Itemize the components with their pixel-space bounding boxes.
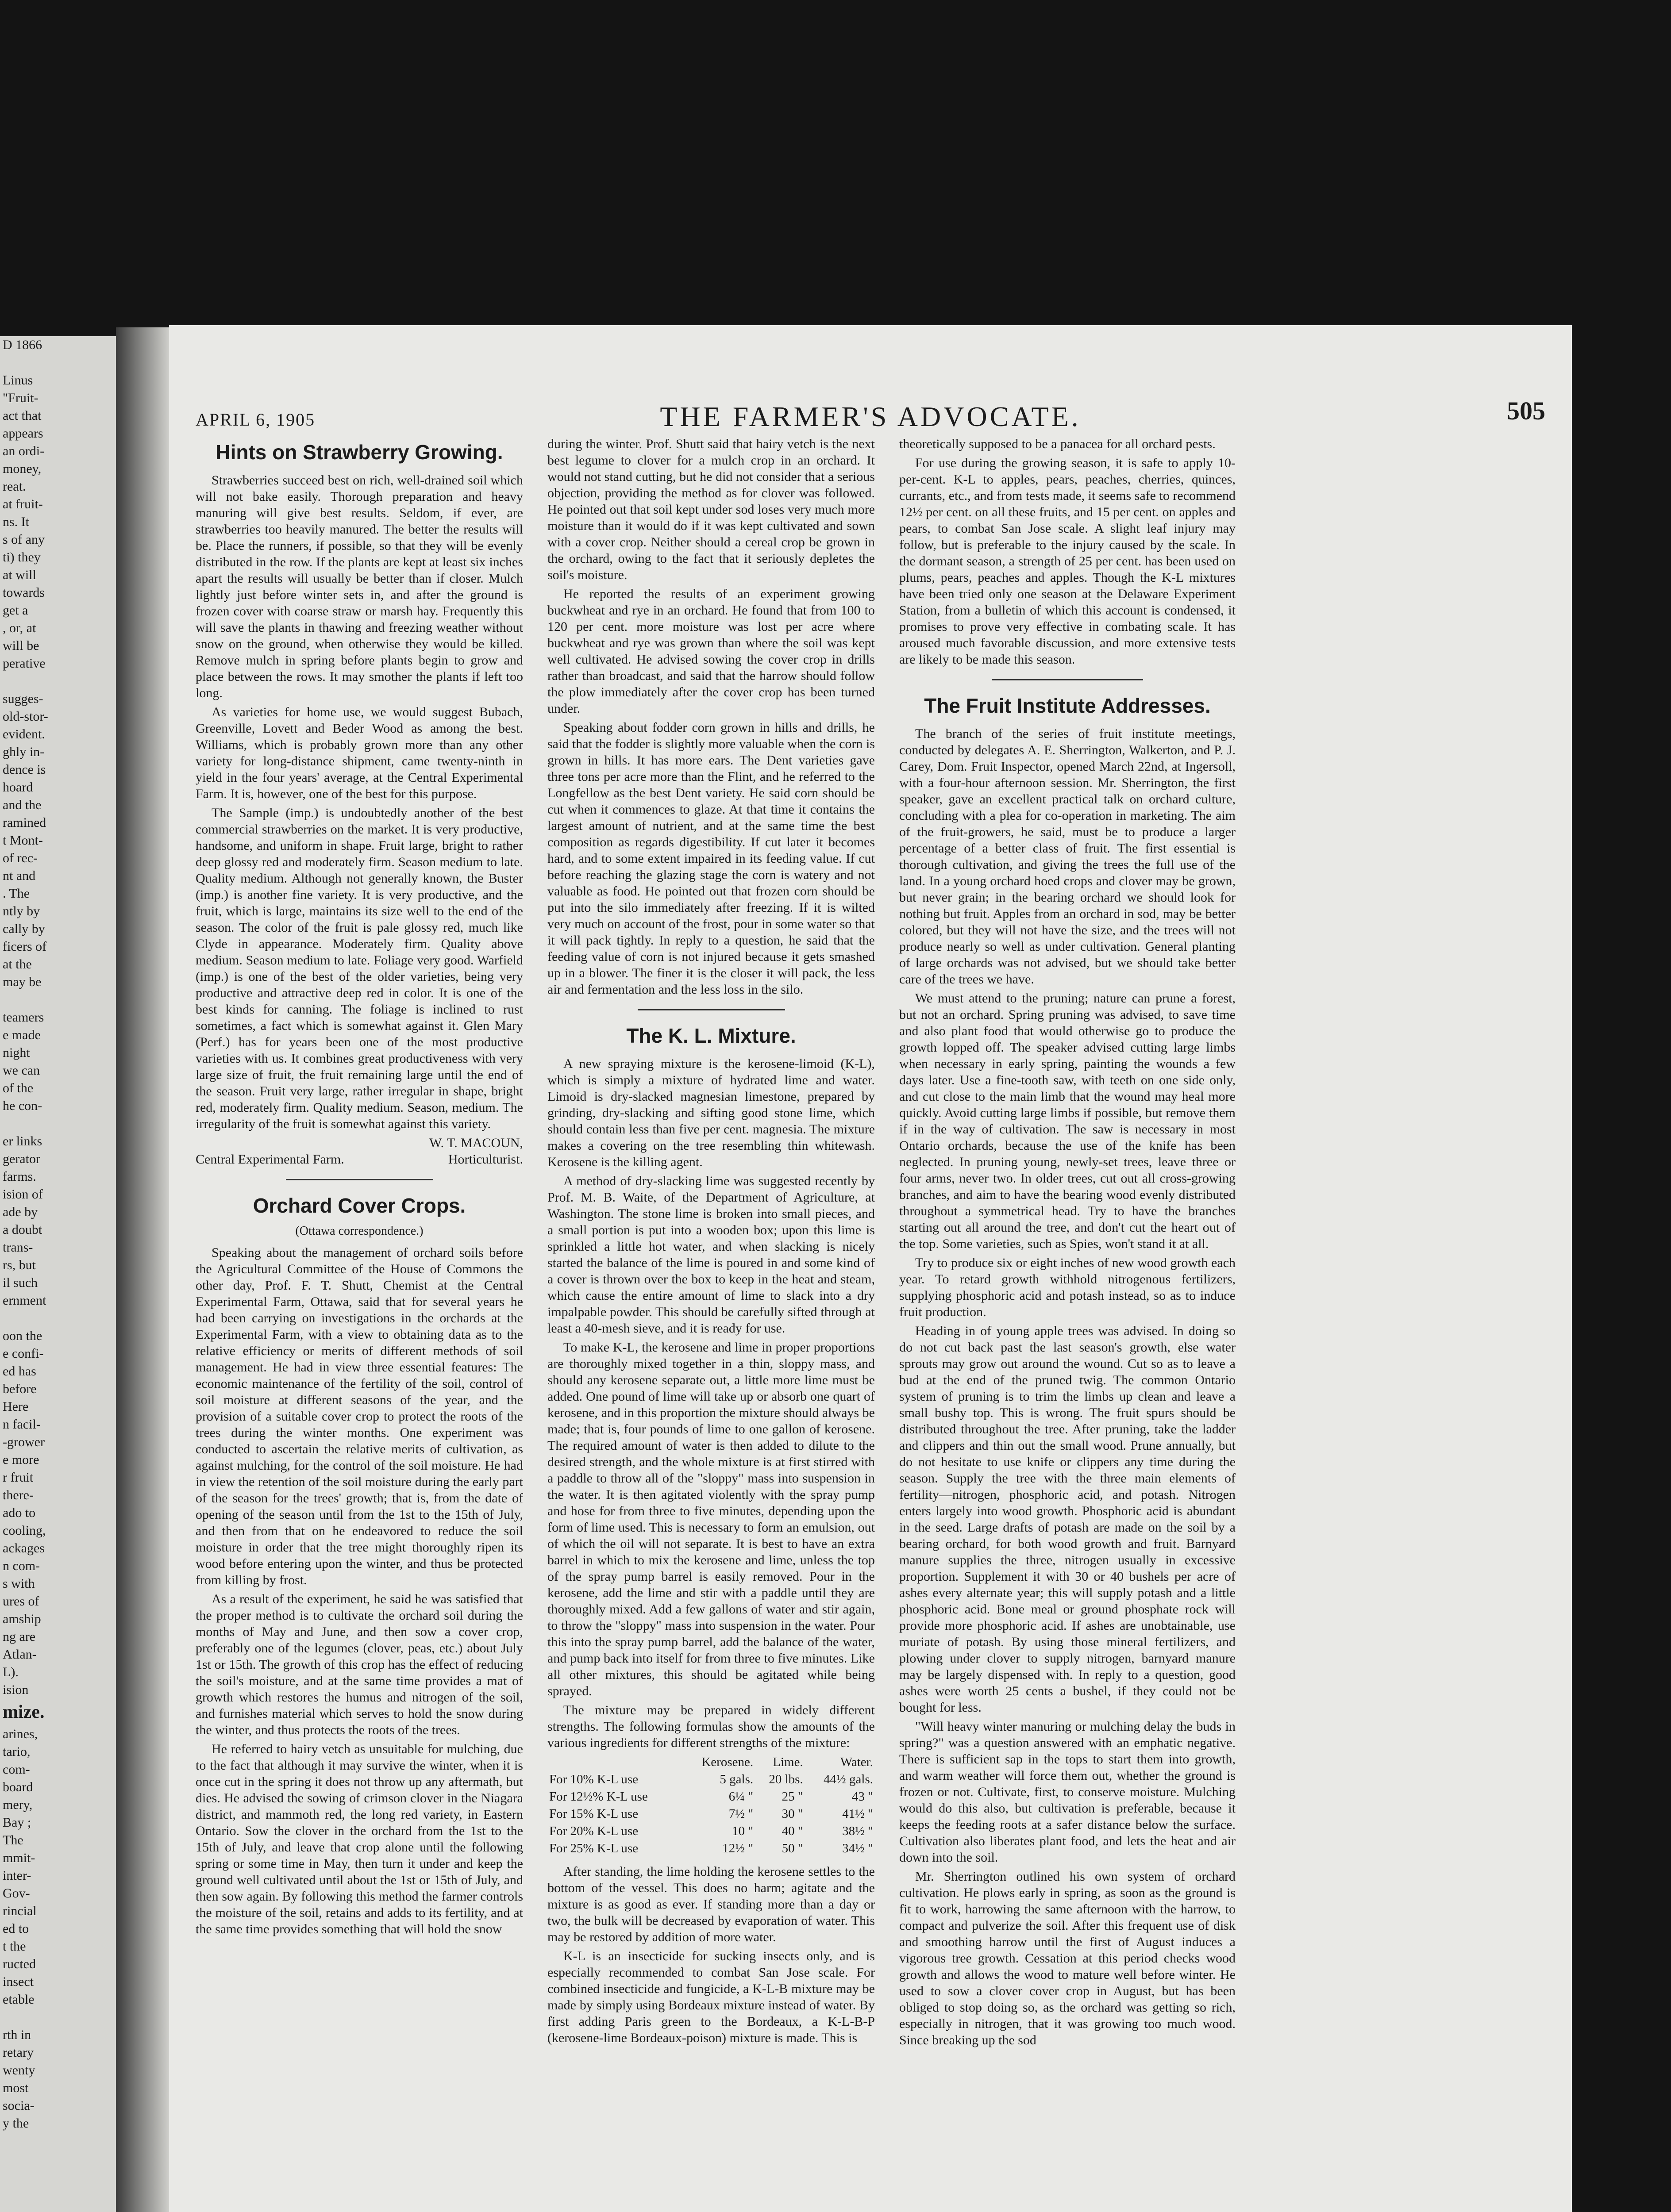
table-cell: 25 " (782, 1790, 803, 1804)
table-row (547, 1840, 875, 1857)
table-cell: 7½ " (728, 1807, 754, 1821)
text-fragment: s of any (3, 532, 45, 547)
text-fragment: night (3, 1045, 30, 1060)
table-header-cell (547, 1754, 682, 1771)
text-fragment: L). (3, 1665, 19, 1679)
paragraph: He referred to hairy vetch as unsuitable for mulching, due to the fact that although it may survive the winter, when it is once cut in the spring it does not throw up any aftermath, but dies. He advised the sowing of crimson clover in the Niagara district, and mammoth red, the long red variety, in Eastern Ontario. Sow the clover in the orchard from the 1st to the 15th of July, and leave that crop alone until the following spring or some time in May, then turn it under and keep the ground well cultivated until about the 1st or 15th of July, and then sow again. By following this method the farmer controls the moisture of the soil, retains and adds to its fertility, and at the same time provides something that will hold the snow (196, 1742, 523, 1936)
text-fragment (0, 991, 116, 1009)
column-1 (196, 436, 523, 2212)
text-fragment: ructed (3, 1957, 36, 1971)
signature-line (196, 1151, 523, 1167)
text-fragment: appears (3, 426, 43, 441)
text-fragment: ade by (3, 1205, 38, 1219)
table-cell: 10 " (732, 1824, 754, 1838)
text-fragment: teamers (3, 1010, 44, 1025)
table-row (547, 1805, 875, 1823)
text-fragment: of rec- (3, 851, 38, 865)
table-row (547, 1771, 875, 1788)
text-fragment: sugges- (3, 691, 43, 706)
text-fragment: il such (3, 1275, 38, 1290)
table-cell: 44½ gals. (824, 1772, 873, 1786)
text-fragment: ernment (3, 1293, 46, 1308)
text-fragment: and the (3, 798, 42, 812)
text-fragment: "Fruit- (3, 391, 39, 405)
paragraph: "Will heavy winter manuring or mulching delay the buds in spring?" was a question answered with an emphatic negative. There is sufficient sap in the tops to start them into growth, and warm weather will force them out, whether the ground is frozen or not. Cultivate, first, to conserve moisture. Mulching would do this also, but cultivation is preferable, because it keeps the feeding roots at a safer distance below the surface. Cultivation also liberates plant food, and lets the heat and air down into the soil. (899, 1719, 1236, 1865)
article-heading-kl-mixture: The K. L. Mixture. (626, 1024, 796, 1047)
text-fragment: , or, at (3, 621, 36, 635)
table-cell: 38½ " (842, 1824, 873, 1838)
text-fragment: most (3, 2081, 29, 2095)
text-fragment: rincial (3, 1904, 37, 1918)
paragraph: After standing, the lime holding the kerosene settles to the bottom of the vessel. This does no harm; agitate and the mixture is as good as ever. If standing more than a day or two, the bulk will be decreased by evaporation of water. This may be restored by addition of more water. (547, 1864, 875, 1944)
text-fragment: ackages (3, 1541, 45, 1555)
cover-crops-continuation (547, 436, 875, 998)
text-fragment (0, 672, 116, 690)
divider (286, 1179, 433, 1180)
article-heading-fruit-institute: The Fruit Institute Addresses. (924, 694, 1211, 717)
text-fragment: arines, (3, 1727, 38, 1741)
adjacent-page-strip (0, 336, 116, 2212)
text-fragment: at the (3, 957, 32, 972)
table-cell: 50 " (782, 1841, 803, 1855)
article-heading-cover-crops: Orchard Cover Crops. (253, 1194, 466, 1217)
text-fragment: mery, (3, 1797, 33, 1812)
table-row (547, 1823, 875, 1840)
text-fragment: Here (3, 1399, 29, 1414)
text-fragment: e confi- (3, 1346, 44, 1361)
paragraph: The mixture may be prepared in widely different strengths. The following formulas show the amounts of the various ingredients for different strengths of the mixture: (547, 1703, 875, 1750)
text-fragment: ng are (3, 1629, 36, 1644)
masthead (196, 392, 1545, 436)
paragraph: A new spraying mixture is the kerosene-limoid (K-L), which is simply a mixture of hydrated lime and water. Limoid is dry-slacked magnesian limestone, prepared by grinding, dry-slacking and sifting good stone lime, which should contain less than five per cent. magnesia. The mixture makes a covering on the tree resembling thin whitewash. Kerosene is the killing agent. (547, 1056, 875, 1169)
text-fragment: cally by (3, 922, 45, 936)
text-fragment: perative (3, 656, 46, 671)
table-cell: 41½ " (842, 1807, 873, 1821)
table-cell: For 25% K-L use (549, 1841, 639, 1855)
text-fragment: rs, but (3, 1258, 36, 1272)
paragraph: For use during the growing season, it is safe to apply 10-per-cent. K-L to apples, pears, peaches, cherries, quinces, currants, etc., and from tests made, it seems safe to recommend 12½ per cent. on all these fruits, and 15 per cent. on apples and pears, to combat San Jose scale. A slight leaf injury may follow, but is preferable to the injury caused by the scale. In the dormant season, a strength of 25 per cent. has been used on plums, pears, peaches and apples. Though the K-L mixtures have been tried only one season at the Delaware Experiment Station, from a bulletin of which this account is condensed, it promises to prove very effective in combating scale. It has aroused much favorable discussion, and more extensive tests are likely to be made this season. (899, 456, 1236, 667)
paragraph: Heading in of young apple trees was advised. In doing so do not cut back past the last season's growth, else water sprouts may grow out around the wound. Cut so as to leave a bud at the end of the pruned twig. The common Ontario system of pruning is to trim the limbs up clean and leave a small bushy top. This is wrong. The fruit spurs should be distributed throughout the tree. After pruning, take the ladder and clippers and thin out the small wood. Prune annually, but do not hesitate to use knife or clippers any time during the season. Supply the tree with the three main elements of fertility—nitrogen, phosphoric acid, and potash. Nitrogen enters largely into wood growth. Phosphoric acid is abundant in the seed. Large drafts of potash are made on the soil by a bearing orchard, for both wood growth and fruit. Barnyard manure supplies the three, nitrogen usually in excessive proportion. Supplement it with 30 or 40 bushels per acre of ashes every alternate year; this will supply potash and a little phosphoric acid. Bone meal or ground phosphate rock will provide more phosphoric acid. If ashes are unobtainable, use muriate of potash. By using those mineral fertilizers, and plowing under clover to supply nitrogen, barnyard manure may be largely dispensed with. In reply to a question, good ashes were worth 25 cents a bushel, if they could not be bought for less. (899, 1324, 1236, 1715)
mixture-formula-table (547, 1754, 875, 1857)
text-fragment: t Mont- (3, 833, 43, 848)
table-header-cell: Water. (840, 1755, 873, 1769)
text-fragment: at will (3, 568, 36, 582)
kl-mixture-article-body (547, 1056, 875, 1751)
text-fragment: t the (3, 1939, 26, 1954)
paragraph: Speaking about fodder corn grown in hills and drills, he said that the fodder is slightly more valuable when the corn is grown in hills. It has more ears. The Dent varieties gave three tons per acre more than the Flint, and he referred to the Longfellow as the best Dent variety. He said corn should be cut when it commences to glaze. At that time it contains the largest amount of nutrient, and at the same time the best composition as regards digestibility. If cut later it becomes hard, and to some extent impaired in its feeding value. If cut before reaching the glazing stage the corn is watery and not valuable as food. He pointed out that frozen corn should be put into the silo immediately after freezing. If it is wilted very much on account of the frost, pour in some water so that it will pack tightly. In reply to a question, he said that the feeding value of corn is not injured because it gets smashed up in a blower. The finer it is the closer it will pack, the less air and fermentation and the less loss in the silo. (547, 720, 875, 997)
paragraph: Speaking about the management of orchard soils before the Agricultural Committee of the House of Commons the other day, Prof. F. T. Shutt, Chemist at the Central Experimental Farm, Ottawa, said that for several years he had been carrying on investigations in the orchards at the Experimental Farm, with a view to obtaining data as to the relative efficiency or merits of different methods of soil management. He had in view three essential features: The economic maintenance of the fertility of the soil, control of soil moisture at different seasons of the year, and the provision of a suitable cover crop to protect the roots of the trees during the winter months. One experiment was conducted to ascertain the relative merits of cultivation, as against mulching, for the control of the soil moisture. He had in view the retention of the soil moisture during the early part of the season for the trees' growth; that is, from the date of opening of the season until from the 1st to the 15th of July, and then from that on he endeavored to reduce the soil moisture in order that the tree might thoroughly ripen its wood before entering upon the winter, and thus be protected from killing by frost. (196, 1245, 523, 1587)
divider (638, 1009, 785, 1010)
text-fragment: mmit- (3, 1851, 35, 1865)
kl-mixture-article-continuation (547, 1863, 875, 2046)
text-fragment: s with (3, 1576, 35, 1591)
text-fragment: there- (3, 1488, 34, 1502)
text-fragment: rth in (3, 2028, 31, 2042)
paragraph: We must attend to the pruning; nature can prune a forest, but not an orchard. Spring pruning was advised, to save time and also plant food that would otherwise go to produce the growth lopped off. The speaker advised cutting large limbs when necessary in early spring, painting the wounds a few days later. Use a fine-tooth saw, with teeth on one side only, and cut close to the main limb that the wound may heal more quickly. Avoid cutting large limbs if possible, but remove them if in the way of cultivation. The saw is necessary in most Ontario orchards, because the use of the knife has been neglected. In pruning young, newly-set trees, leave three or four arms, never two. In older trees, cut out all cross-growing branches, and aim to have the bearing wood evenly distributed throughout a symmetrical head. Try to have the branches starting out all around the tree, and don't cut the heart out of the top. Some varieties, such as Spies, won't stand it at all. (899, 991, 1236, 1251)
text-fragment: wenty (3, 2063, 35, 2078)
text-fragment: an ordi- (3, 444, 45, 458)
table-body (547, 1771, 875, 1857)
text-fragment: amship (3, 1612, 41, 1626)
text-fragment: cooling, (3, 1523, 46, 1538)
text-fragment: e made (3, 1028, 41, 1042)
text-fragment: socia- (3, 2098, 35, 2113)
adjacent-page-header: D 1866 (3, 338, 42, 352)
paragraph: The Sample (imp.) is undoubtedly another of the best commercial strawberries on the market. It is very productive, handsome, and uniform in shape. Fruit large, bright to rather deep glossy red and moderately firm. Season medium to late. Quality medium. Although not generally known, the Buster (imp.) is another fine variety. It is very productive, and the fruit, which is large, maintains its size well to the end of the season. The color of the fruit is pale glossy red, much like Clyde in appearance. Moderately firm. Quality above medium. Season medium to late. Foliage very good. Warfield (imp.) is one of the best of the older varieties, being very productive and attractive deep red in color. It is one of the best kinds for canning. The foliage is inclined to rust sometimes, a fact which is somewhat against it. Glen Mary (Perf.) has for years been one of the most productive varieties with us. It combines great productiveness with very large size of fruit, the fruit remaining large until the end of the season. Fruit very large, rather irregular in shape, bright red, moderately firm. Quality medium. Season, medium. The irregularity of the fruit is somewhat against this variety. (196, 806, 523, 1131)
table-cell: For 12½% K-L use (549, 1790, 648, 1804)
text-fragment: gerator (3, 1152, 40, 1166)
text-fragment: n facil- (3, 1417, 41, 1432)
table-cell: 30 " (782, 1807, 803, 1821)
text-fragment: Atlan- (3, 1647, 37, 1662)
cover-crops-article-body (196, 1244, 523, 1937)
text-fragment: board (3, 1780, 33, 1794)
text-fragment: may be (3, 975, 42, 989)
paragraph: theoretically supposed to be a panacea for all orchard pests. (899, 437, 1216, 451)
table-cell: For 10% K-L use (549, 1772, 639, 1786)
paragraph: Strawberries succeed best on rich, well-drained soil which will not bake easily. Thorough preparation and heavy manuring will give best results. Seldom, if ever, are strawberries too heavily manured. The better the results will be. Place the runners, if possible, so that they will be evenly distributed in the row. If the plants are kept at least six inches apart the results will usually be better than if closer. Mulch lightly just before winter sets in, and after the ground is frozen cover with coarse straw or marsh hay. Frequently this will save the plants in thawing and freezing weather without snow on the ground, when otherwise they would be killed. Remove mulch in spring before plants begin to grow and place between the rows. It may smother the plants if left too long. (196, 473, 523, 700)
text-fragment: . The (3, 886, 30, 901)
text-fragment (0, 2008, 116, 2026)
text-fragment: -grower (3, 1435, 45, 1449)
text-fragment: ntly by (3, 904, 40, 918)
text-fragment: of the (3, 1081, 34, 1095)
signature-title: Horticulturist. (448, 1152, 523, 1167)
text-fragment: towards (3, 585, 45, 600)
text-fragment: ision (3, 1682, 29, 1697)
text-fragment: insect (3, 1974, 34, 1989)
text-fragment: com- (3, 1762, 30, 1777)
text-fragment: ision of (3, 1187, 43, 1202)
paragraph: He reported the results of an experiment growing buckwheat and rye in an orchard. He found that from 100 to 120 per cent. more moisture was lost per acre where buckwheat and rye was grown than where the soil was kept well cultivated. He advised sowing the cover crop in drills rather than broadcast, and said that the harrow should follow the plow immediately after the cover crop has been turned under. (547, 587, 875, 716)
adjacent-page-fragments (0, 354, 116, 1699)
kl-mixture-conclusion (899, 436, 1236, 668)
text-fragment (0, 1310, 116, 1327)
text-fragment: ghly in- (3, 745, 45, 759)
column-2 (547, 436, 875, 2212)
text-fragment: Bay ; (3, 1815, 31, 1830)
paragraph: As varieties for home use, we would suggest Bubach, Greenville, Lovett and Beder Wood as among the best. Williams, which is probably grown more than any other variety for long-distance shipment, came twenty-ninth in yield in the four years' average, at the Central Experimental Farm. It is, however, one of the best for this purpose. (196, 705, 523, 801)
divider (992, 679, 1143, 680)
text-fragment: The (3, 1833, 23, 1847)
paragraph: K-L is an insecticide for sucking insects only, and is especially recommended to combat San Jose scale. For combined insecticide and fungicide, a K-L-B mixture may be made by simply using Bordeaux mixture instead of water. By first adding Paris green to the Bordeaux, a K-L-B-P (kerosene-lime Bordeaux-poison) mixture is made. This is (547, 1949, 875, 2045)
text-fragment (0, 354, 116, 372)
text-fragment: ti) they (3, 550, 41, 565)
text-fragment: e more (3, 1452, 39, 1467)
text-fragment: inter- (3, 1868, 31, 1883)
text-fragment: at fruit- (3, 497, 43, 511)
text-fragment: farms. (3, 1169, 36, 1184)
text-fragment: Linus (3, 373, 33, 388)
text-fragment: get a (3, 603, 28, 618)
paragraph: Mr. Sherrington outlined his own system of orchard cultivation. He plows early in spring, as soon as the ground is fit to work, harrowing the same afternoon with the harrow, to compact and pulverize the soil. After this frequent use of disk and smoothing harrow until the first of August induces a vigorous tree growth. Cessation at this period checks wood growth and allows the wood to mature well before winter. He used to sow a clover cover crop in August, but has been obliged to stop doing so, as the orchard was getting so rich, especially in nitrogen, that it was growing too much wood. Since breaking up the sod (899, 1869, 1236, 2047)
table-cell: 43 " (851, 1790, 873, 1804)
text-fragment: ures of (3, 1594, 39, 1609)
adjacent-page-heading: mize. (3, 1702, 45, 1722)
issue-date: APRIL 6, 1905 (196, 410, 316, 430)
text-fragment: reat. (3, 479, 26, 494)
page-number: 505 (1507, 396, 1545, 425)
table-cell: 5 gals. (720, 1772, 754, 1786)
text-fragment: old-stor- (3, 709, 48, 724)
text-fragment: oon the (3, 1329, 42, 1343)
table-cell: 20 lbs. (769, 1772, 803, 1786)
text-fragment: ficers of (3, 939, 47, 954)
text-fragment: we can (3, 1063, 40, 1078)
text-fragment: trans- (3, 1240, 33, 1255)
text-fragment: ed to (3, 1921, 29, 1936)
text-fragment: dence is (3, 762, 46, 777)
text-fragment: money, (3, 461, 42, 476)
text-fragment: he con- (3, 1098, 42, 1113)
paragraph: A method of dry-slacking lime was suggested recently by Prof. M. B. Waite, of the Department of Agriculture, at Washington. The stone lime is broken into small pieces, and a small portion is put into a wooden box; upon this lime is sprinkled a little hot water, and when slacking is nicely started the balance of the lime is poured in and some kind of a cover is thrown over the box to keep in the heat and steam, which cause the entire amount of lime to slack into a dry impalpable powder. This should be carefully sifted through at least a 40-mesh sieve, and it is ready for use. (547, 1174, 875, 1336)
text-fragment: hoard (3, 780, 33, 795)
text-fragment: a doubt (3, 1222, 42, 1237)
paragraph: Try to produce six or eight inches of new wood growth each year. To retard growth withhold nitrogenous fertilizers, supplying phosphoric acid and potash instead, so as to induce fruit production. (899, 1256, 1236, 1319)
text-fragment: ado to (3, 1505, 36, 1520)
text-fragment: ed has (3, 1364, 36, 1379)
column-3 (899, 436, 1236, 2212)
paragraph: To make K-L, the kerosene and lime in proper proportions are thoroughly mixed together in a thin, sloppy mass, and should any kerosene separate out, a little more lime must be added. One pound of lime will take up or absorb one quart of kerosene, and in this proportion the mixture should always be made; that is, four pounds of lime to one gallon of kerosene. The required amount of water is then added to dilute to the desired strength, and the whole mixture is at first stirred with a paddle to throw all of the "sloppy" mass into suspension in the water. It is then agitated violently with the spray pump and hose for from three to five minutes, depending upon the form of lime used. This is necessary to form an emulsion, out of which the oil will not separate. It is best to have an extra barrel in which to mix the kerosene and lime, unless the top of the spray pump barrel is easily removed. Pour in the kerosene, add the lime and stir with a paddle until they are thoroughly mixed. Add a few gallons of water and stir again, to throw the "sloppy" mass into suspension in the water. Pour this into the spray pump barrel, add the balance of the water, and pump back into itself for from three to five minutes. Like all other mixtures, this should be agitated while being sprayed. (547, 1340, 875, 1698)
table-cell: 6¼ " (728, 1790, 754, 1804)
text-fragment: r fruit (3, 1470, 34, 1485)
text-fragment: tario, (3, 1744, 31, 1759)
table-header-cell: Kerosene. (701, 1755, 754, 1769)
text-fragment: evident. (3, 727, 45, 741)
text-fragment: ramined (3, 815, 46, 830)
article-subheading: (Ottawa correspondence.) (295, 1224, 424, 1238)
text-fragment (0, 1115, 116, 1133)
text-fragment: n com- (3, 1559, 40, 1573)
paragraph: The branch of the series of fruit institute meetings, conducted by delegates A. E. Sherrington, Walkerton, and P. J. Carey, Dom. Fruit Inspector, opened March 22nd, at Ingersoll, with a four-hour afternoon session. Mr. Sherrington, the first speaker, gave an excellent practical talk on orchard culture, concluding with a plea for co-operation in marketing. The aim of the fruit-growers, he said, must be to produce a larger percentage of a better class of fruit. The first essential is thorough cultivation, and giving the trees the full use of the land. In a young orchard hoed crops and clover may be grown, but never grain; in the bearing orchard we should look for nothing but fruit. Apples from an orchard in sod, may be better colored, but they will not have the size, and the trees will not produce nearly so well as under cultivation. General planting of large orchards was not advised, but we should take better care of the trees we have. (899, 726, 1236, 987)
paragraph: As a result of the experiment, he said he was satisfied that the proper method is to cultivate the orchard soil during the months of May and June, and then sow a cover crop, preferably one of the legumes (clover, peas, etc.) about July 1st or 15th. The growth of this crop has the effect of reducing the soil's moisture, and at the same time provides a mat of growth which restores the humus and nitrogen of the soil, and furnishes material which serves to hold the snow during the winter, and thus protects the roots of the trees. (196, 1592, 523, 1737)
text-fragment: act that (3, 408, 42, 423)
text-fragment: will be (3, 638, 39, 653)
book-gutter (116, 327, 169, 2212)
text-fragment: ns. It (3, 515, 29, 529)
adjacent-page-fragments-2 (0, 1725, 116, 2132)
publication-title: THE FARMER'S ADVOCATE. (660, 401, 1081, 432)
strawberry-article-body (196, 472, 523, 1132)
text-fragment: Gov- (3, 1886, 30, 1901)
paragraph: during the winter. Prof. Shutt said that hairy vetch is the next best legume to clover for a mulch crop in an orchard. It would not stand cutting, but he did not consider that a serious objection, providing the method as for clover was followed. He pointed out that soil kept under sod loses very much more moisture than it would do if it was kept cultivated and sown with a cover crop. Neither should a cereal crop be grown in the orchard, owing to the fact that it seriously depletes the soil's moisture. (547, 437, 875, 582)
text-fragment: retary (3, 2045, 34, 2060)
table-header-row (547, 1754, 875, 1771)
text-fragment: nt and (3, 868, 36, 883)
table-cell: For 20% K-L use (549, 1824, 639, 1838)
signature-place: Central Experimental Farm. (196, 1152, 344, 1167)
article-heading-strawberry: Hints on Strawberry Growing. (216, 441, 503, 464)
table-cell: 12½ " (722, 1841, 754, 1855)
table-row (547, 1788, 875, 1805)
text-fragment: before (3, 1382, 37, 1396)
table-cell: 34½ " (842, 1841, 873, 1855)
signature-name: W. T. MACOUN, (429, 1136, 523, 1150)
table-cell: For 15% K-L use (549, 1807, 639, 1821)
text-fragment: er links (3, 1134, 42, 1148)
newspaper-page (169, 325, 1572, 2212)
table-header-cell: Lime. (773, 1755, 803, 1769)
table-cell: 40 " (782, 1824, 803, 1838)
text-fragment: y the (3, 2116, 29, 2131)
text-fragment: etable (3, 1992, 35, 2007)
fruit-institute-article-body (899, 726, 1236, 2048)
